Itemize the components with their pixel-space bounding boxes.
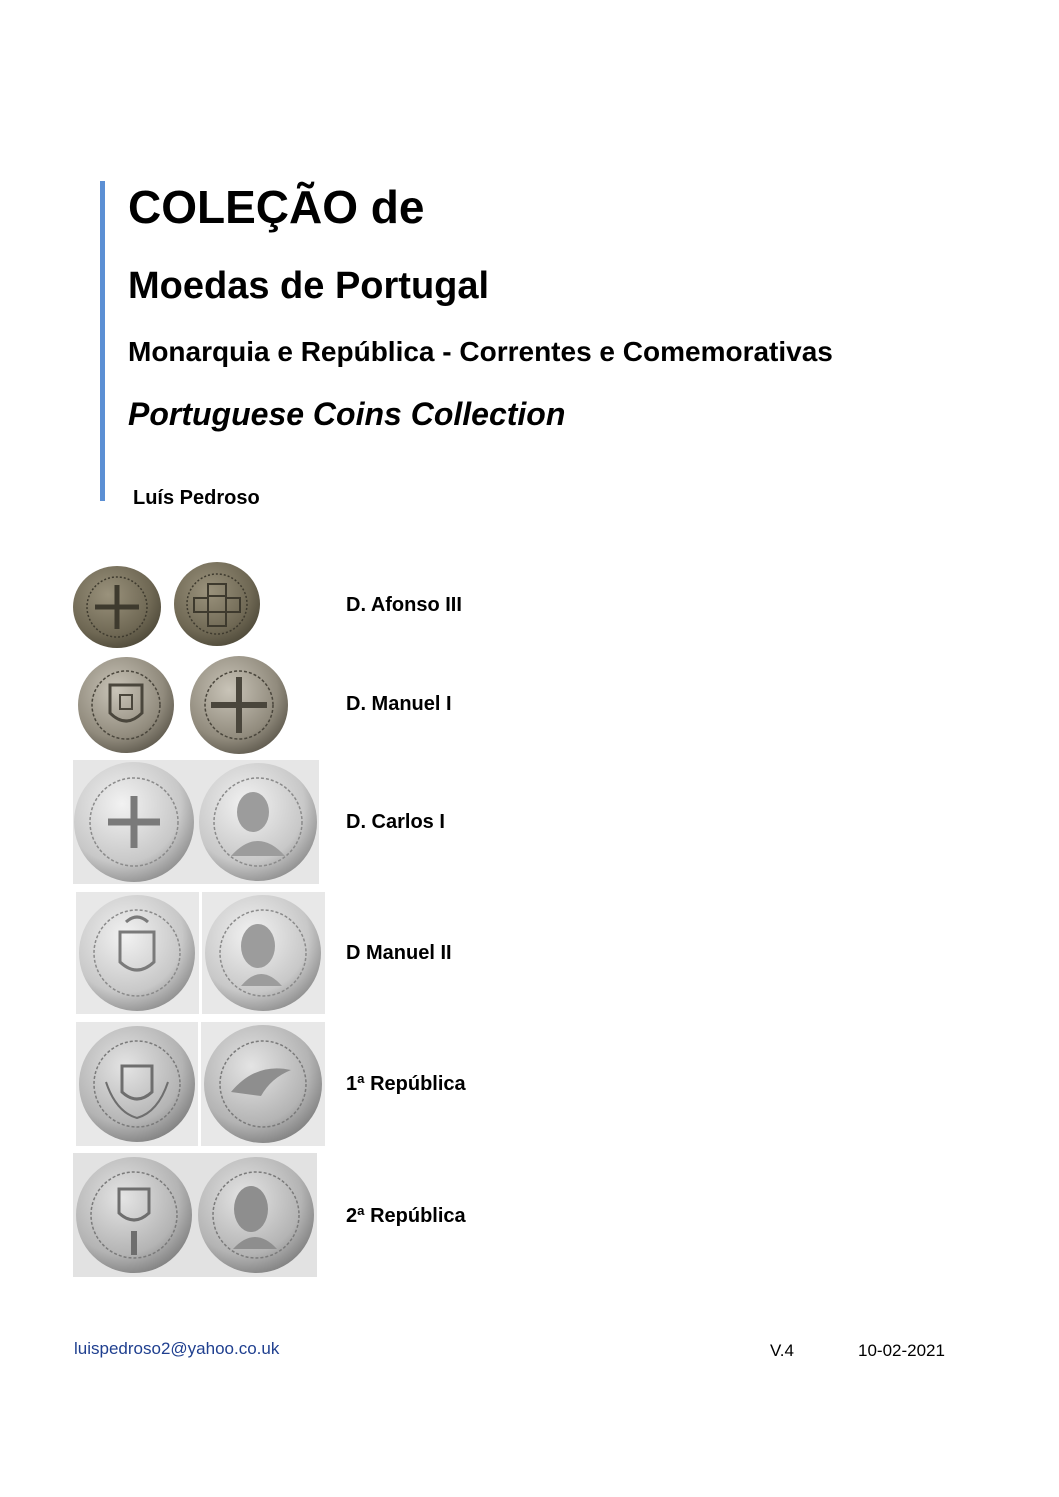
author-name: Luís Pedroso xyxy=(133,487,260,509)
document-version: V.4 xyxy=(770,1341,794,1360)
document-date: 10-02-2021 xyxy=(858,1341,945,1360)
coin-row-primeira-republica xyxy=(0,1022,1059,1146)
title-accent-bar xyxy=(100,181,105,501)
english-title: Portuguese Coins Collection xyxy=(128,396,566,432)
coin-image-primeira-republica xyxy=(76,1022,325,1146)
subtitle: Monarquia e República - Correntes e Comemorativas xyxy=(128,336,833,367)
coin-image-segunda-republica xyxy=(73,1153,317,1277)
coin-label: 2ª República xyxy=(346,1205,466,1227)
coin-label: D Manuel II xyxy=(346,942,452,964)
coin-row-segunda-republica xyxy=(0,1153,1059,1277)
coin-image-carlos-i xyxy=(73,760,319,884)
coin-image-manuel-i xyxy=(74,655,296,755)
title-line-2: Moedas de Portugal xyxy=(128,265,490,307)
coin-image-manuel-ii xyxy=(76,892,325,1014)
title-line-1: COLEÇÃO de xyxy=(128,181,425,233)
coin-row-manuel-i xyxy=(0,655,1059,755)
coin-row-carlos-i xyxy=(0,760,1059,884)
coin-image-afonso-iii xyxy=(72,560,262,652)
contact-email-link[interactable]: luispedroso2@yahoo.co.uk xyxy=(74,1339,280,1358)
coin-label: D. Manuel I xyxy=(346,693,452,715)
coin-label: D. Afonso III xyxy=(346,594,462,616)
coin-label: 1ª República xyxy=(346,1073,466,1095)
coin-row-manuel-ii xyxy=(0,892,1059,1014)
coin-row-afonso-iii xyxy=(0,560,1059,652)
coin-label: D. Carlos I xyxy=(346,811,445,833)
